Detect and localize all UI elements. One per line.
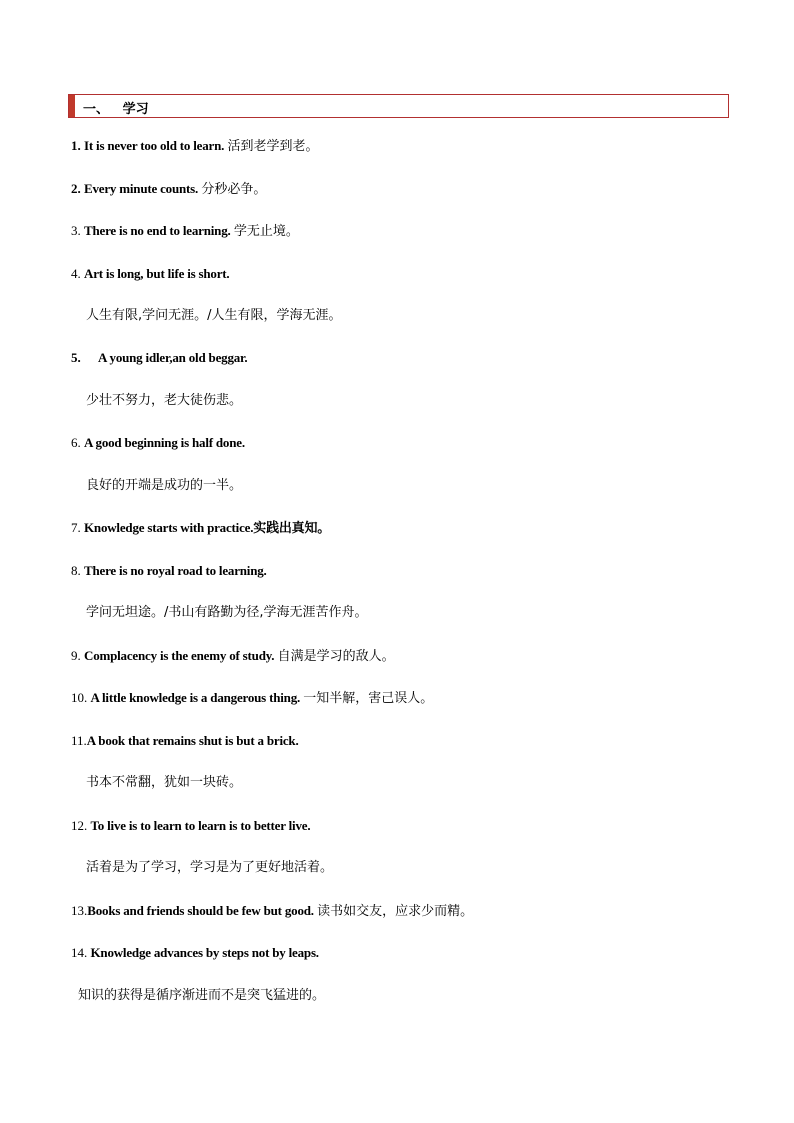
- item-number: 9.: [71, 648, 81, 663]
- item-number: 14.: [71, 945, 88, 960]
- item-number: 8.: [71, 563, 81, 578]
- proverb-english: There is no royal road to learning.: [84, 563, 267, 578]
- proverb-english: A little knowledge is a dangerous thing.: [90, 690, 301, 705]
- proverb-english: Knowledge advances by steps not by leaps.: [90, 945, 319, 960]
- proverb-chinese: 读书如交友，应求少而精。: [317, 904, 474, 919]
- proverb-english: A good beginning is half done.: [84, 435, 245, 450]
- proverb-chinese: 活到老学到老。: [227, 139, 319, 154]
- proverb-chinese: 分秒必争。: [201, 182, 267, 197]
- list-item: [71, 223, 299, 240]
- proverb-english: It is never too old to learn.: [84, 138, 225, 153]
- list-item: [71, 733, 299, 749]
- proverb-english: Art is long, but life is short.: [84, 266, 230, 281]
- section-header: [68, 94, 729, 118]
- proverb-translation: 少壮不努力，老大徒伤悲。: [86, 393, 243, 408]
- list-item: [71, 563, 267, 579]
- proverb-chinese: 自满是学习的敌人。: [277, 649, 395, 664]
- proverb-english: Every minute counts.: [84, 181, 199, 196]
- list-item: [71, 648, 395, 665]
- list-item: [71, 818, 310, 834]
- proverb-translation: 良好的开端是成功的一半。: [86, 478, 243, 493]
- proverb-english: Complacency is the enemy of study.: [84, 648, 275, 663]
- list-item: [71, 266, 229, 282]
- section-title: 一、 学习: [83, 102, 149, 117]
- proverb-translation: 人生有限,学问无涯。/人生有限，学海无涯。: [86, 308, 342, 323]
- proverb-chinese: 学无止境。: [233, 224, 299, 239]
- proverb-english: To live is to learn to learn is to better live.: [90, 818, 311, 833]
- list-item: [71, 181, 266, 198]
- list-item: [71, 945, 319, 961]
- item-number: 10.: [71, 690, 88, 705]
- proverb-english: Books and friends should be few but good.: [87, 903, 314, 918]
- list-item: [71, 903, 473, 920]
- list-item: [71, 435, 245, 451]
- proverb-translation: 活着是为了学习，学习是为了更好地活着。: [86, 860, 334, 875]
- item-number: 13.: [71, 903, 88, 918]
- item-number: 1.: [71, 138, 81, 153]
- item-number: 2.: [71, 181, 81, 196]
- proverb-english: There is no end to learning.: [84, 223, 231, 238]
- item-number: 3.: [71, 223, 81, 238]
- proverb-english: A book that remains shut is but a brick.: [86, 733, 299, 748]
- section-accent-bar: [69, 95, 75, 117]
- proverb-english: Knowledge starts with practice.实践出真知。: [84, 520, 331, 535]
- list-item: [71, 138, 318, 155]
- proverb-chinese: 一知半解，害己误人。: [303, 691, 434, 706]
- list-item: [71, 350, 247, 366]
- item-number: 7.: [71, 520, 81, 535]
- proverb-translation: 学问无坦途。/书山有路勤为径,学海无涯苦作舟。: [86, 605, 368, 620]
- proverb-english: A young idler,an old beggar.: [98, 350, 248, 365]
- item-number: 4.: [71, 266, 81, 281]
- item-number: 6.: [71, 435, 81, 450]
- list-item: [71, 690, 433, 707]
- item-number: 11.: [71, 733, 87, 748]
- item-number: 5.: [71, 350, 81, 365]
- list-item: [71, 520, 330, 536]
- proverb-translation: 书本不常翻，犹如一块砖。: [86, 775, 243, 790]
- proverb-translation: 知识的获得是循序渐进而不是突飞猛进的。: [78, 988, 326, 1003]
- item-number: 12.: [71, 818, 88, 833]
